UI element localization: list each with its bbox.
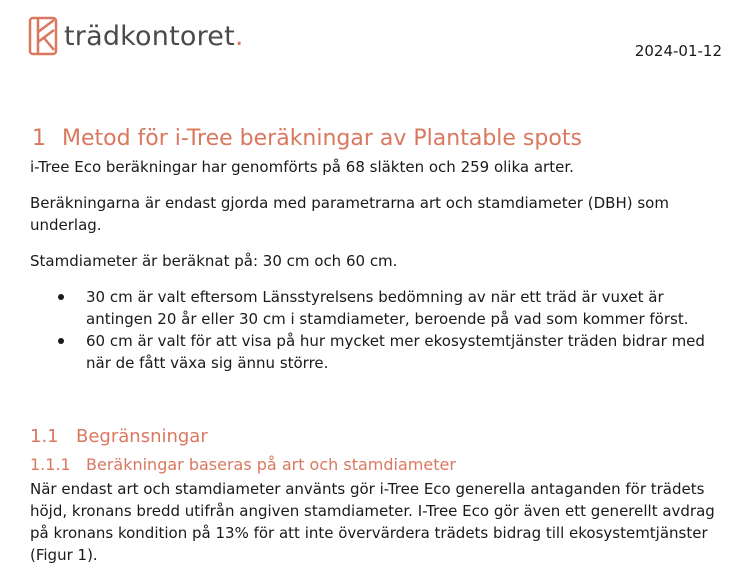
- brand-logo: [28, 16, 243, 56]
- list-item: [58, 330, 718, 374]
- section-heading-1-1-1: [30, 455, 456, 474]
- logo-dot: .: [234, 20, 244, 52]
- section-title: Begränsningar: [76, 426, 208, 447]
- bullet-list: [58, 286, 718, 374]
- section-title: Metod för i-Tree beräkningar av Plantable spots: [62, 126, 582, 151]
- list-item-text: 30 cm är valt eftersom Länsstyrelsens bedömning av när ett träd är vuxet är antingen 20 år eller 30 cm i stamdiameter, beroende på vad som kommer först.: [86, 288, 689, 328]
- section-title: Beräkningar baseras på art och stamdiameter: [86, 455, 456, 474]
- document-date: 2024-01-12: [634, 42, 722, 60]
- logo-text: trädkontoret: [64, 20, 235, 52]
- section-heading-1-1: [30, 426, 208, 447]
- paragraph-stem-diameter: Stamdiameter är beräknat på: 30 cm och 60 cm.: [30, 252, 398, 270]
- list-item-text: 60 cm är valt för att visa på hur mycket mer ekosystemtjänster träden bidrar med när de fått växa sig ännu större.: [86, 332, 705, 372]
- paragraph-genera-species: i-Tree Eco beräkningar har genomförts på 68 släkten och 259 olika arter.: [30, 158, 574, 176]
- paragraph-parameters: Beräkningarna är endast gjorda med parametrarna art och stamdiameter (DBH) som underlag.: [30, 194, 669, 234]
- section-heading-1: [32, 126, 582, 151]
- list-item: [58, 286, 718, 330]
- paragraph-assumptions: När endast art och stamdiameter använts gör i-Tree Eco generella antaganden för trädets höjd, kronans bredd utifrån angiven stamdiameter. I-Tree Eco gör även ett generellt avdrag på kronans kondition på 13% för att inte övervärdera trädets bidrag till ekosystemtjänster (Figur 1).: [30, 480, 715, 564]
- section-number: 1.1.1: [30, 455, 71, 474]
- section-number: 1: [32, 126, 46, 151]
- section-number: 1.1: [30, 426, 59, 447]
- bullet-dot-icon: [58, 338, 64, 344]
- tradkontoret-logo-icon: [28, 16, 58, 56]
- bullet-dot-icon: [58, 294, 64, 300]
